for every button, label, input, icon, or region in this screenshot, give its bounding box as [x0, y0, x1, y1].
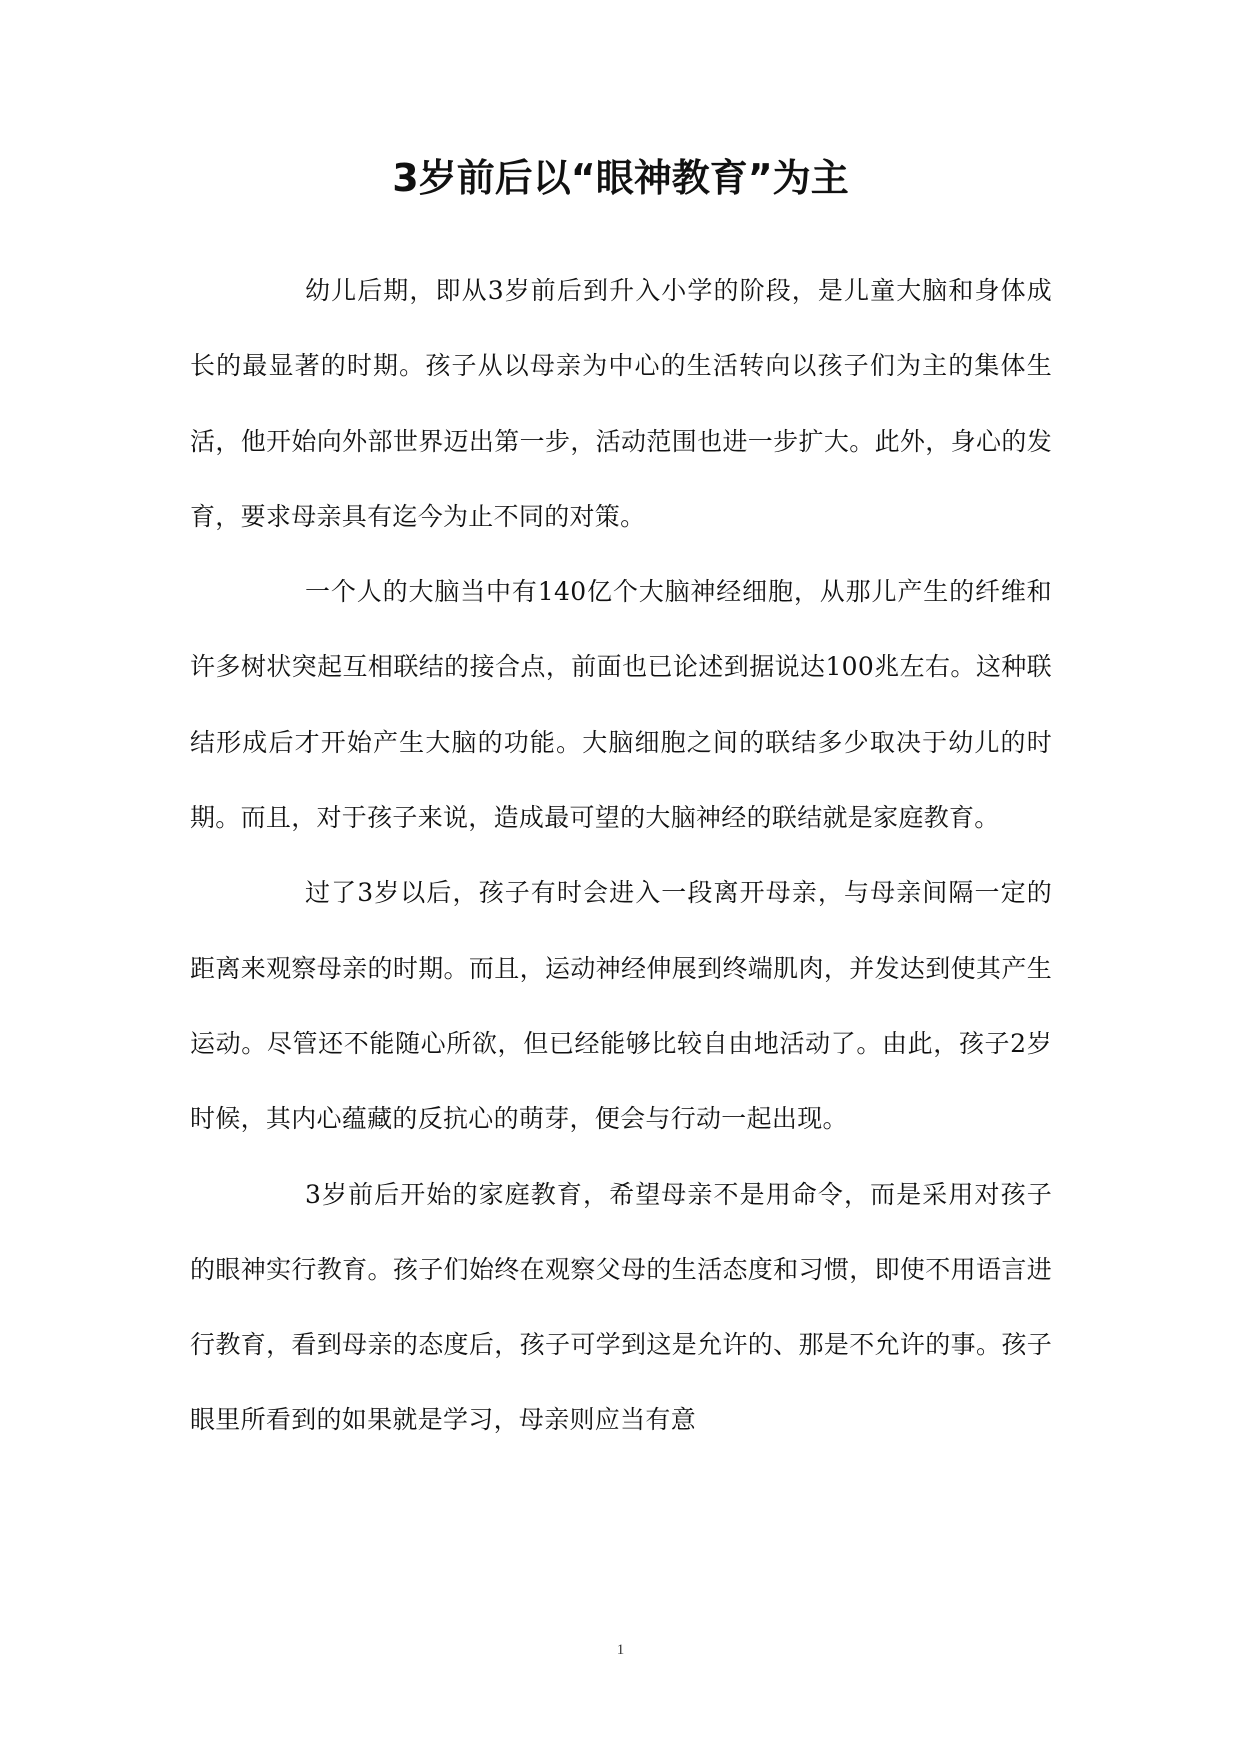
- paragraph-3: 过了3岁以后，孩子有时会进入一段离开母亲，与母亲间隔一定的距离来观察母亲的时期。而且，运动神经伸展到终端肌肉，并发达到使其产生运动。尽管还不能随心所欲，但已经能够比较自由地活动了。由此，孩子2岁时候，其内心蕴藏的反抗心的萌芽，便会与行动一起出现。: [190, 878, 1052, 1134]
- paragraph-2: 一个人的大脑当中有140亿个大脑神经细胞，从那儿产生的纤维和许多树状突起互相联结的接合点，前面也已论述到据说达100兆左右。这种联结形成后才开始产生大脑的功能。大脑细胞之间的联结多少取决于幼儿的时期。而且，对于孩子来说，造成最可望的大脑神经的联结就是家庭教育。: [190, 577, 1052, 833]
- document-title: 3岁前后以“眼神教育”为主: [392, 156, 849, 200]
- document-body: [190, 253, 1052, 1458]
- page-number: 1: [616, 1642, 625, 1658]
- paragraph-1: 幼儿后期，即从3岁前后到升入小学的阶段，是儿童大脑和身体成长的最显著的时期。孩子从以母亲为中心的生活转向以孩子们为主的集体生活，他开始向外部世界迈出第一步，活动范围也进一步扩大。此外，身心的发育，要求母亲具有迄今为止不同的对策。: [190, 276, 1052, 531]
- paragraph-4: 3岁前后开始的家庭教育，希望母亲不是用命令，而是采用对孩子的眼神实行教育。孩子们始终在观察父母的生活态度和习惯，即使不用语言进行教育，看到母亲的态度后，孩子可学到这是允许的、那是不允许的事。孩子眼里所看到的如果就是学习，母亲则应当有意: [190, 1179, 1052, 1435]
